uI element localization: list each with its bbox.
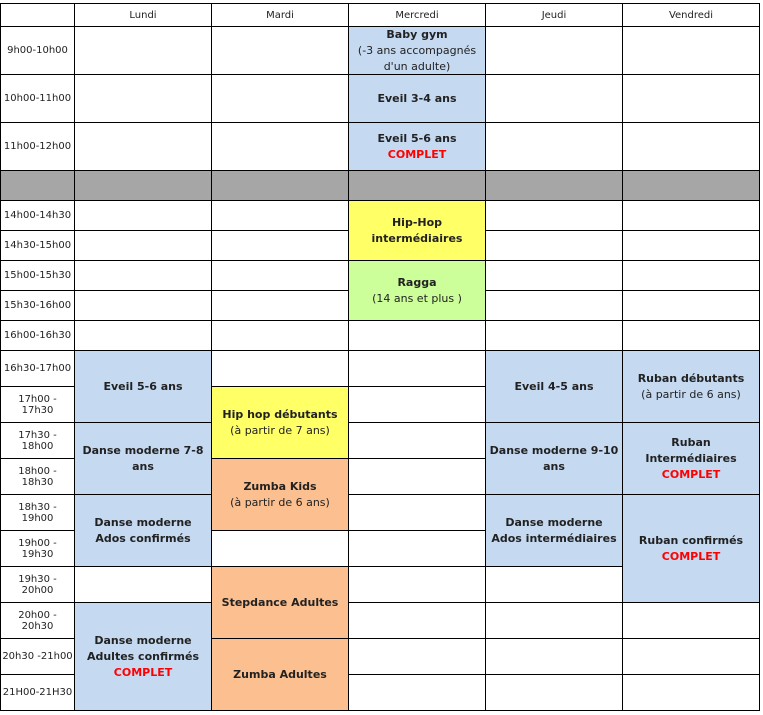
time-slot-label: 14h00-14h30 [0, 201, 75, 231]
empty-slot [486, 261, 623, 291]
class-title: Ruban confirmés [638, 533, 744, 547]
class-block[interactable] [75, 351, 212, 423]
empty-slot [623, 321, 760, 351]
empty-slot [212, 123, 349, 171]
class-title: Ruban Intermédiaires [645, 435, 737, 465]
empty-slot [486, 603, 623, 639]
empty-slot [75, 261, 212, 291]
empty-slot [486, 201, 623, 231]
empty-slot [623, 123, 760, 171]
empty-slot [349, 423, 486, 459]
empty-slot [349, 495, 486, 531]
class-block[interactable] [623, 423, 760, 495]
empty-slot [349, 459, 486, 495]
class-block[interactable] [349, 75, 486, 123]
time-slot-label: 19h00 - 19h30 [0, 531, 75, 567]
class-block[interactable] [212, 567, 349, 639]
empty-slot [75, 201, 212, 231]
class-block[interactable] [212, 459, 349, 531]
time-slot-label: 9h00-10h00 [0, 27, 75, 75]
empty-slot [623, 639, 760, 675]
empty-slot [486, 675, 623, 711]
class-title: Danse moderne Adultes confirmés [86, 633, 200, 663]
lunch-break-cell [623, 171, 760, 201]
empty-slot [623, 201, 760, 231]
class-block[interactable] [486, 351, 623, 423]
time-slot-label: 15h30-16h00 [0, 291, 75, 321]
class-title: Hip-Hop intermédiaires [371, 215, 463, 245]
empty-slot [212, 321, 349, 351]
class-title: Danse moderne 9-10 ans [489, 443, 619, 473]
empty-slot [349, 387, 486, 423]
class-title: Baby gym [386, 27, 448, 41]
time-slot-label: 11h00-12h00 [0, 123, 75, 171]
empty-slot [623, 231, 760, 261]
class-block[interactable] [623, 351, 760, 423]
class-title: Eveil 5-6 ans [103, 379, 183, 393]
lunch-break-time [0, 171, 75, 201]
class-block[interactable] [349, 201, 486, 261]
class-subtitle: (à partir de 6 ans) [230, 495, 330, 509]
class-title: Ruban débutants [637, 371, 745, 385]
empty-slot [349, 321, 486, 351]
class-block[interactable] [212, 387, 349, 459]
class-subtitle: (à partir de 6 ans) [641, 387, 741, 401]
class-title: Eveil 4-5 ans [514, 379, 594, 393]
empty-slot [623, 75, 760, 123]
class-block[interactable] [75, 603, 212, 711]
lunch-break-cell [212, 171, 349, 201]
time-slot-label: 15h00-15h30 [0, 261, 75, 291]
empty-slot [75, 231, 212, 261]
time-slot-label: 19h30 - 20h00 [0, 567, 75, 603]
empty-slot [212, 231, 349, 261]
time-slot-label: 10h00-11h00 [0, 75, 75, 123]
empty-slot [212, 27, 349, 75]
empty-slot [349, 603, 486, 639]
empty-slot [75, 123, 212, 171]
empty-slot [349, 639, 486, 675]
class-title: Danse moderne Ados confirmés [94, 515, 192, 545]
time-slot-label: 18h00 - 18h30 [0, 459, 75, 495]
class-title: Danse moderne 7-8 ans [82, 443, 204, 473]
class-subtitle: (à partir de 7 ans) [230, 423, 330, 437]
empty-slot [349, 531, 486, 567]
lunch-break-cell [486, 171, 623, 201]
empty-slot [212, 351, 349, 387]
empty-slot [623, 261, 760, 291]
lunch-break-cell [75, 171, 212, 201]
full-status-badge: COMPLET [661, 467, 721, 481]
time-slot-label: 17h00 - 17h30 [0, 387, 75, 423]
empty-slot [486, 75, 623, 123]
empty-slot [486, 123, 623, 171]
empty-slot [75, 567, 212, 603]
time-slot-label: 21H00-21H30 [0, 675, 75, 711]
time-slot-label: 18h30 - 19h00 [0, 495, 75, 531]
time-slot-label: 16h00-16h30 [0, 321, 75, 351]
class-title: Zumba Adultes [233, 667, 327, 681]
empty-slot [212, 201, 349, 231]
class-block[interactable] [349, 123, 486, 171]
empty-slot [75, 321, 212, 351]
class-block[interactable] [623, 495, 760, 603]
empty-slot [486, 27, 623, 75]
day-header-0: Lundi [75, 3, 212, 27]
empty-slot [623, 603, 760, 639]
lunch-break-cell [349, 171, 486, 201]
empty-slot [623, 27, 760, 75]
day-header-1: Mardi [212, 3, 349, 27]
day-header-2: Mercredi [349, 3, 486, 27]
time-slot-label: 17h30 - 18h00 [0, 423, 75, 459]
empty-slot [486, 567, 623, 603]
class-subtitle: (-3 ans accompagnés d'un adulte) [357, 43, 477, 73]
header-corner [0, 3, 75, 27]
class-block[interactable] [75, 423, 212, 495]
class-title: Zumba Kids [243, 479, 317, 493]
empty-slot [486, 231, 623, 261]
class-block[interactable] [212, 639, 349, 711]
empty-slot [75, 291, 212, 321]
class-title: Danse moderne Ados intermédiaires [491, 515, 617, 545]
empty-slot [212, 261, 349, 291]
empty-slot [349, 351, 486, 387]
time-slot-label: 20h00 - 20h30 [0, 603, 75, 639]
class-block[interactable] [486, 423, 623, 495]
day-header-4: Vendredi [623, 3, 760, 27]
class-title: Eveil 5-6 ans [377, 131, 457, 145]
full-status-badge: COMPLET [387, 147, 447, 161]
empty-slot [486, 639, 623, 675]
empty-slot [212, 75, 349, 123]
time-slot-label: 20h30 -21h00 [0, 639, 75, 675]
empty-slot [212, 531, 349, 567]
class-subtitle: (14 ans et plus ) [372, 291, 462, 305]
empty-slot [486, 321, 623, 351]
time-slot-label: 16h30-17h00 [0, 351, 75, 387]
empty-slot [75, 27, 212, 75]
full-status-badge: COMPLET [661, 549, 721, 563]
class-block[interactable] [349, 27, 486, 75]
time-slot-label: 14h30-15h00 [0, 231, 75, 261]
empty-slot [349, 567, 486, 603]
class-block[interactable] [75, 495, 212, 567]
empty-slot [623, 675, 760, 711]
empty-slot [349, 675, 486, 711]
class-title: Hip hop débutants [222, 407, 338, 421]
class-title: Eveil 3-4 ans [377, 91, 457, 105]
class-block[interactable] [486, 495, 623, 567]
class-title: Stepdance Adultes [221, 595, 339, 609]
empty-slot [623, 291, 760, 321]
class-title: Ragga [397, 275, 437, 289]
class-block[interactable] [349, 261, 486, 321]
empty-slot [212, 291, 349, 321]
empty-slot [75, 75, 212, 123]
empty-slot [486, 291, 623, 321]
full-status-badge: COMPLET [113, 665, 173, 679]
day-header-3: Jeudi [486, 3, 623, 27]
